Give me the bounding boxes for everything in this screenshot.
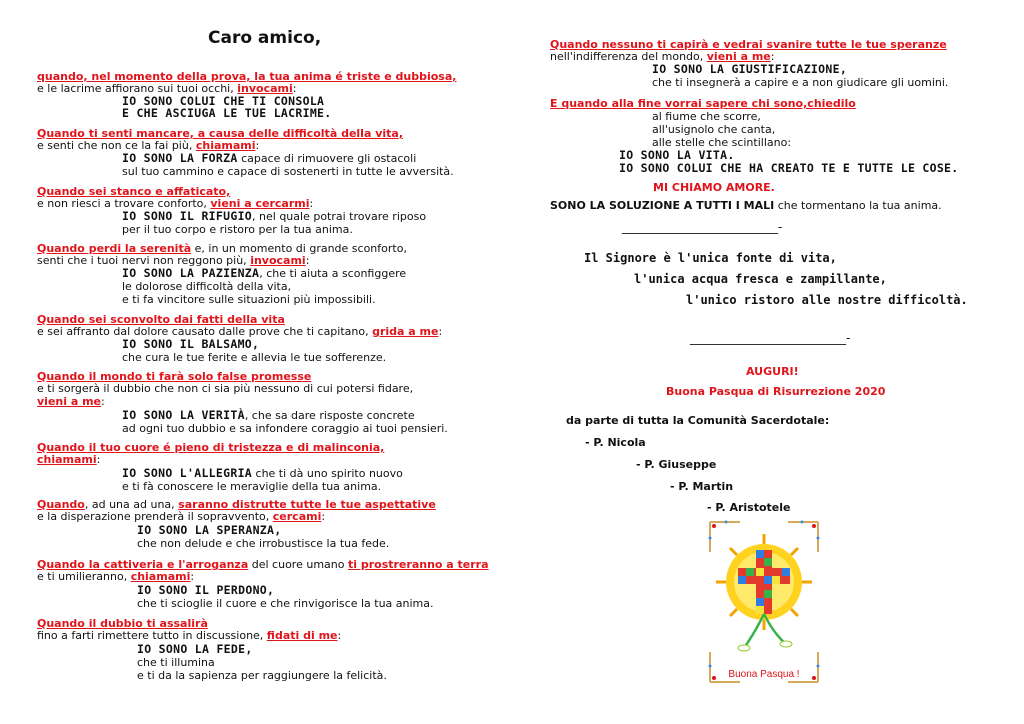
stanza-10-continuation-2: e ti da la sapienza per raggiungere la felicità. (137, 669, 387, 682)
stanza-11-head: Quando nessuno ti capirà e vedrai svanire tutte le tue speranze (550, 38, 947, 51)
stanza-9-call: chiamami (130, 570, 191, 583)
stanza-4-head: Quando perdi la serenità e, in un momento di grande sconforto, (37, 242, 407, 255)
stanza-2-continuation: sul tuo cammino e capace di sostenerti in tutte le avversità. (122, 165, 454, 178)
stanza-2-line: e senti che non ce la fai più, chiamami: (37, 139, 260, 152)
stanza-4-response: IO SONO LA PAZIENZA, che ti aiuta a sconfiggere (122, 266, 407, 280)
stanza-9-line: e ti umilieranno, chiamami: (37, 570, 195, 583)
stanza-4-continuation-2: e ti fa vincitore sulle situazioni più impossibili. (122, 293, 376, 306)
stanza-7-response: IO SONO L'ALLEGRIA che ti dà uno spirito nuovo (122, 466, 403, 480)
stanza-4-line: senti che i tuoi nervi non reggono più, invocami: (37, 254, 310, 267)
stanza-12-response-1: IO SONO LA VITA. (619, 148, 735, 162)
stanza-5-continuation: che cura le tue ferite e allevia le tue sofferenze. (122, 351, 387, 364)
stanza-1-line: e le lacrime affiorano sui tuoi occhi, invocami: (37, 82, 297, 95)
easter-cross-icon (704, 516, 824, 688)
stanza-7-call-line: chiamami: (37, 453, 101, 466)
stanza-6-continuation: ad ogni tuo dubbio e sa infondere coraggio ai tuoi pensieri. (122, 422, 448, 435)
signature-intro: da parte di tutta la Comunità Sacerdotale: (566, 414, 830, 427)
stanza-3-head: Quando sei stanco e affaticato, (37, 185, 231, 198)
priest-2: - P. Giuseppe (636, 458, 717, 471)
stanza-4-continuation-1: le dolorose difficoltà della vita, (122, 280, 292, 293)
divider-1: __________________________- (622, 220, 783, 234)
stanza-8-continuation: che non delude e che irrobustisce la tua fede. (137, 537, 390, 550)
stanza-12-line-3: alle stelle che scintillano: (652, 136, 792, 149)
stanza-10-line: fino a farti rimettere tutto in discussione, fidati di me: (37, 629, 342, 642)
stanza-3-continuation: per il tuo corpo e ristoro per la tua anima. (122, 223, 353, 236)
stanza-12-line-1: al fiume che scorre, (652, 110, 761, 123)
quote-line-2: l'unica acqua fresca e zampillante, (634, 272, 887, 286)
stanza-7-continuation: e ti fà conoscere le meraviglie della tua anima. (122, 480, 382, 493)
stanza-11-line: nell'indifferenza del mondo, vieni a me: (550, 50, 775, 63)
stanza-10-head: Quando il dubbio ti assalirà (37, 617, 208, 630)
stanza-6-call: vieni a me (37, 395, 102, 408)
stanza-8-response: IO SONO LA SPERANZA, (137, 523, 282, 537)
stanza-6-call-line: vieni a me: (37, 395, 105, 408)
stanza-5-call: grida a me (372, 325, 439, 338)
stanza-1-head: quando, nel momento della prova, la tua anima é triste e dubbiosa, (37, 70, 457, 83)
stanza-6-head: Quando il mondo ti farà solo false promesse (37, 370, 312, 383)
easter-cross-illustration (704, 516, 824, 688)
stanza-10-continuation-1: che ti illumina (137, 656, 215, 669)
stanza-6-response: IO SONO LA VERITÀ, che sa dare risposte concrete (122, 408, 415, 422)
stanza-12-head: E quando alla fine vorrai sapere chi sono,chiedilo (550, 97, 856, 110)
stanza-12-name: MI CHIAMO AMORE. (653, 181, 775, 194)
stanza-1-response-1: IO SONO COLUI CHE TI CONSOLA (122, 94, 325, 108)
quote-line-1: Il Signore è l'unica fonte di vita, (584, 251, 837, 265)
stanza-12-line-2: all'usignolo che canta, (652, 123, 776, 136)
stanza-11-call: vieni a me (706, 50, 771, 63)
stanza-9-continuation: che ti scioglie il cuore e che rinvigorisce la tua anima. (137, 597, 434, 610)
stanza-9-head: Quando la cattiveria e l'arroganza del cuore umano ti prostreranno a terra (37, 558, 489, 571)
stanza-4-call: invocami (250, 254, 306, 267)
stanza-2-head: Quando ti senti mancare, a causa delle difficoltà della vita, (37, 127, 403, 140)
stanza-3-response: IO SONO IL RIFUGIO, nel quale potrai trovare riposo (122, 209, 427, 223)
stanza-3-call: vieni a cercarmi (210, 197, 310, 210)
stanza-8-call: cercami (272, 510, 322, 523)
stanza-10-call: fidati di me (266, 629, 338, 642)
stanza-12-final: SONO LA SOLUZIONE A TUTTI I MALI che tormentano la tua anima. (550, 199, 942, 212)
greeting-title: Caro amico, (208, 28, 322, 48)
stanza-11-continuation: che ti insegnerà a capire e a non giudicare gli uomini. (652, 76, 949, 89)
priest-1: - P. Nicola (585, 436, 646, 449)
stanza-5-response: IO SONO IL BALSAMO, (122, 337, 260, 351)
easter-greeting: Buona Pasqua di Risurrezione 2020 (666, 385, 886, 398)
priest-3: - P. Martin (670, 480, 734, 493)
stanza-1-response-2: E CHE ASCIUGA LE TUE LACRIME. (122, 106, 332, 120)
stanza-1-call: invocami (237, 82, 293, 95)
stanza-12-response-2: IO SONO COLUI CHE HA CREATO TE E TUTTE LE COSE. (619, 161, 959, 175)
stanza-3-line: e non riesci a trovare conforto, vieni a cercarmi: (37, 197, 314, 210)
stanza-9-response: IO SONO IL PERDONO, (137, 583, 275, 597)
priest-4: - P. Aristotele (707, 501, 791, 514)
stanza-10-response: IO SONO LA FEDE, (137, 642, 253, 656)
stanza-7-head: Quando il tuo cuore é pieno di tristezza e di malinconia, (37, 441, 385, 454)
quote-line-3: l'unico ristoro alle nostre difficoltà. (686, 293, 968, 307)
stanza-8-line: e la disperazione prenderà il sopravvento, cercami: (37, 510, 326, 523)
stanza-11-response: IO SONO LA GIUSTIFICAZIONE, (652, 62, 848, 76)
stanza-5-line: e sei affranto dal dolore causato dalle prove che ti capitano, grida a me: (37, 325, 443, 338)
image-caption: Buona Pasqua ! (728, 669, 800, 680)
stanza-8-head: Quando, ad una ad una, saranno distrutte tutte le tue aspettative (37, 498, 436, 511)
stanza-5-head: Quando sei sconvolto dai fatti della vita (37, 313, 285, 326)
stanza-6-line: e ti sorgerà il dubbio che non ci sia più nessuno di cui potersi fidare, (37, 382, 414, 395)
stanza-2-response: IO SONO LA FORZA capace di rimuovere gli ostacoli (122, 151, 417, 165)
stanza-7-call: chiamami (37, 453, 97, 466)
divider-2: __________________________- (690, 331, 851, 345)
stanza-2-call: chiamami (195, 139, 256, 152)
auguri-heading: AUGURI! (746, 365, 799, 378)
